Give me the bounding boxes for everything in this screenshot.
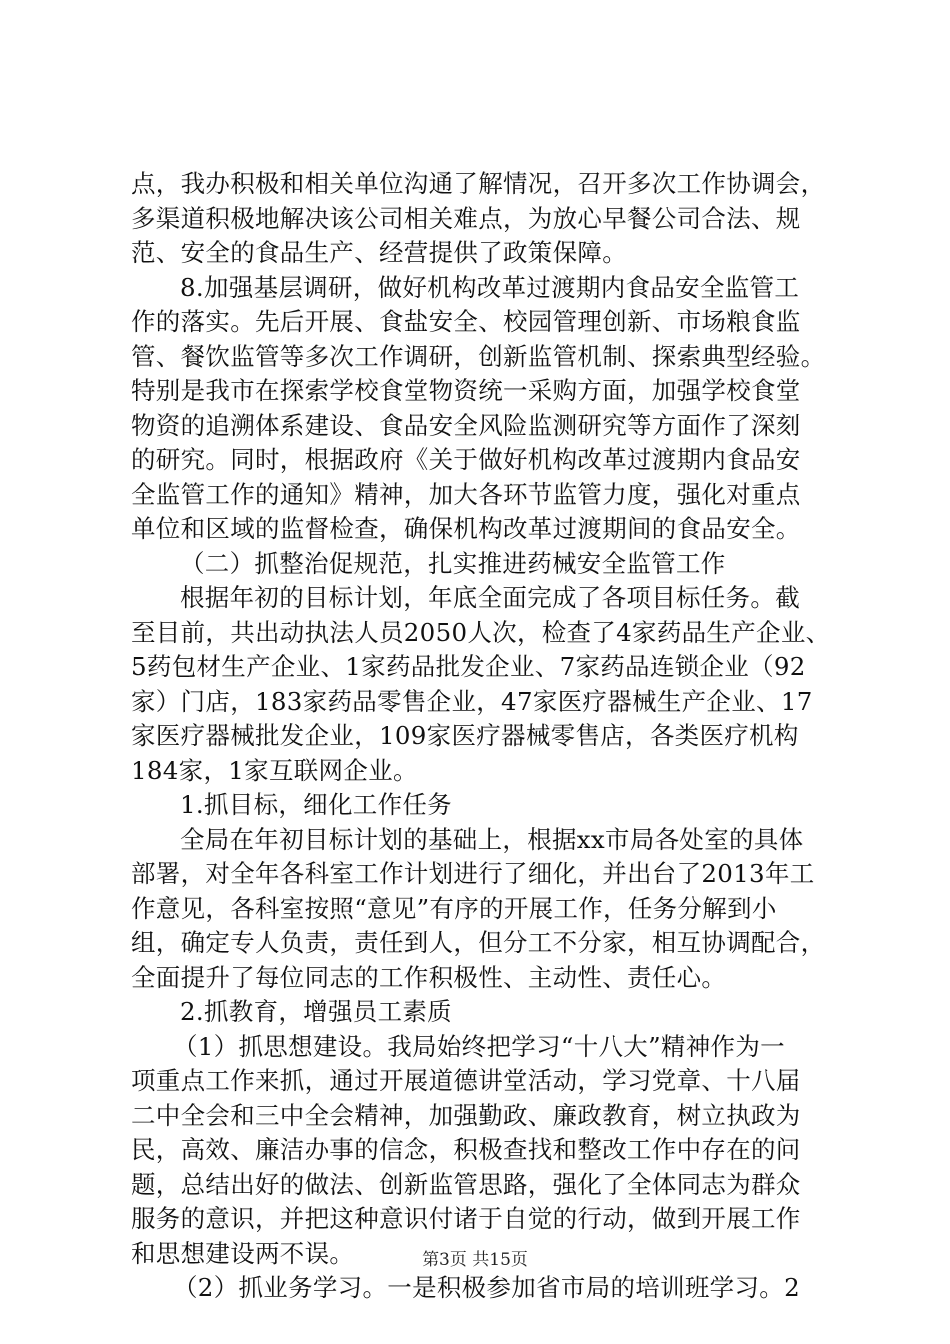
- text-line: 特别是我市在探索学校食堂物资统一采购方面，加强学校食堂: [131, 376, 801, 405]
- text-line: （二）抓整治促规范，扎实推进药械安全监管工作: [180, 548, 726, 578]
- text-line: 多渠道积极地解决该公司相关难点，为放心早餐公司合法、规: [131, 203, 801, 233]
- text-line: 组，确定专人负责，责任到人，但分工不分家，相互协调配合，: [131, 928, 826, 957]
- text-line: 作的落实。先后开展、食盐安全、校园管理创新、市场粮食监: [131, 307, 801, 336]
- text-line: 全面提升了每位同志的工作积极性、主动性、责任心。: [131, 962, 727, 992]
- text-line: 物资的追溯体系建设、食品安全风险监测研究等方面作了深刻: [131, 410, 801, 440]
- text-line: 二中全会和三中全会精神，加强勤政、廉政教育，树立执政为: [131, 1100, 801, 1130]
- text-line: 根据年初的目标计划，年底全面完成了各项目标任务。截: [180, 583, 800, 612]
- text-line: 1.抓目标，细化工作任务: [180, 790, 452, 819]
- text-line: 服务的意识，并把这种意识付诸于自觉的行动，做到开展工作: [131, 1204, 801, 1233]
- text-line: 家医疗器械批发企业，109家医疗器械零售店，各类医疗机构: [131, 721, 799, 750]
- text-line: 和思想建设两不误。: [131, 1238, 355, 1268]
- text-line: 民，高效、廉洁办事的信念，积极查找和整改工作中存在的问: [131, 1135, 801, 1164]
- text-line: 管、餐饮监管等多次工作调研，创新监管机制、探索典型经验。: [131, 341, 826, 371]
- text-line: 范、安全的食品生产、经营提供了政策保障。: [131, 238, 627, 267]
- text-line: 家）门店，183家药品零售企业，47家医疗器械生产企业、17: [131, 686, 813, 716]
- text-line: 项重点工作来抓，通过开展道德讲堂活动，学习党章、十八届: [131, 1066, 801, 1095]
- text-line: 点，我办积极和相关单位沟通了解情况，召开多次工作协调会，: [131, 169, 826, 198]
- document-body: [131, 167, 831, 1306]
- text-line: 作意见，各科室按照“意见”有序的开展工作，任务分解到小: [131, 893, 777, 923]
- text-line: 题，总结出好的做法、创新监管思路，强化了全体同志为群众: [131, 1169, 801, 1199]
- text-line: 8.加强基层调研，做好机构改革过渡期内食品安全监管工: [180, 272, 800, 302]
- text-line: 全监管工作的通知》精神，加大各环节监管力度，强化对重点: [131, 479, 801, 509]
- text-line: 至目前，共出动执法人员2050人次，检查了4家药品生产企业、: [131, 617, 831, 647]
- text-line: 单位和区域的监督检查，确保机构改革过渡期间的食品安全。: [131, 514, 801, 543]
- page-footer: 第3页 共15页: [422, 1250, 528, 1270]
- text-line: 部署，对全年各科室工作计划进行了细化，并出台了2013年工: [131, 859, 815, 888]
- text-line: （2）抓业务学习。一是积极参加省市局的培训班学习。2: [173, 1273, 800, 1302]
- text-line: 184家，1家互联网企业。: [131, 755, 418, 785]
- text-line: 全局在年初目标计划的基础上，根据xx市局各处室的具体: [180, 824, 804, 854]
- text-line: 5药包材生产企业、1家药品批发企业、7家药品连锁企业（92: [131, 652, 806, 681]
- text-line: 2.抓教育，增强员工素质: [180, 997, 452, 1026]
- text-line: 的研究。同时，根据政府《关于做好机构改革过渡期内食品安: [131, 445, 801, 474]
- text-line: （1）抓思想建设。我局始终把学习“十八大”精神作为一: [173, 1031, 785, 1061]
